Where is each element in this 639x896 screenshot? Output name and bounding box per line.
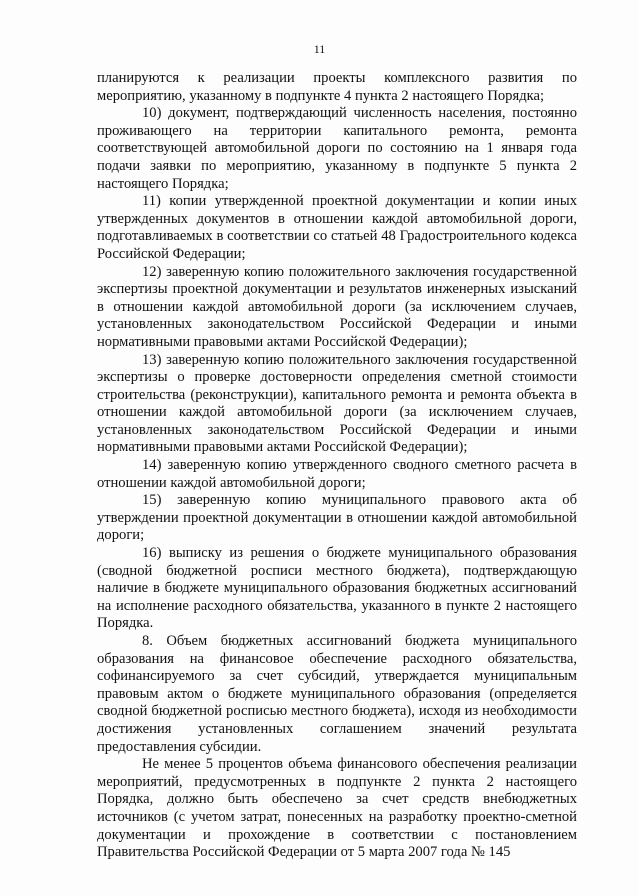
paragraph-continuation: планируются к реализации проекты комплексного развития по мероприятию, указанному в подпункте 4 пункта 2 настоящего Порядка; — [97, 70, 577, 104]
page-number: 11 — [313, 42, 326, 56]
paragraph-item-10: 10) документ, подтверждающий численность населения, постоянно проживающего на территории капитального ремонта, ремонта соответствующей автомобильной дороги по состоянию на 1 января года подачи заявки по мероприятию, указанному в подпункте 5 пункта 2 настоящего Порядка; — [97, 105, 577, 192]
paragraph-item-11: 11) копии утвержденной проектной документации и копии иных утвержденных документов в отношении каждой автомобильной дороги, подготавливаемых в соответствии со статьей 48 Градостроительного кодекса Российской Федерации; — [97, 193, 577, 262]
paragraph-item-15: 15) заверенную копию муниципального правового акта об утверждении проектной документации в отношении каждой автомобильной дороги; — [97, 492, 577, 544]
paragraph-extrabudgetary: Не менее 5 процентов объема финансового обеспечения реализации мероприятий, предусмотренных в подпункте 2 пункта 2 настоящего Порядка, должно быть обеспечено за счет средств внебюджетных источников (с учетом затрат, понесенных на разработку проектно-сметной документации и прохождение в соответствии с постановлением Правительства Российской Федерации от 5 марта 2007 года № 145 — [97, 756, 577, 861]
paragraph-section-8: 8. Объем бюджетных ассигнований бюджета муниципального образования на финансовое обеспечение расходного обязательства, софинансируемого за счет субсидий, утверждается муниципальным правовым актом о бюджете муниципального образования (определяется сводной бюджетной росписью местного бюджета), исходя из необходимости достижения установленных соглашением значений результата предоставления субсидии. — [97, 633, 577, 755]
document-body — [97, 70, 577, 862]
paragraph-item-16: 16) выписку из решения о бюджете муниципального образования (сводной бюджетной росписи местного бюджета), подтверждающую наличие в бюджете муниципального образования бюджетных ассигнований на исполнение расходного обязательства, указанного в пункте 2 настоящего Порядка. — [97, 545, 577, 632]
paragraph-item-13: 13) заверенную копию положительного заключения государственной экспертизы о проверке достоверности определения сметной стоимости строительства (реконструкции), капитального ремонта и ремонта объекта в отношении каждой автомобильной дороги (за исключением случаев, установленных законодательством Российской Федерации и иными нормативными правовыми актами Российской Федерации); — [97, 351, 577, 456]
paragraph-item-12: 12) заверенную копию положительного заключения государственной экспертизы проектной документации и результатов инженерных изысканий в отношении каждой автомобильной дороги (за исключением случаев, установленных законодательством Российской Федерации и иными нормативными правовыми актами Российской Федерации); — [97, 263, 577, 350]
paragraph-item-14: 14) заверенную копию утвержденного сводного сметного расчета в отношении каждой автомобильной дороги; — [97, 457, 577, 491]
